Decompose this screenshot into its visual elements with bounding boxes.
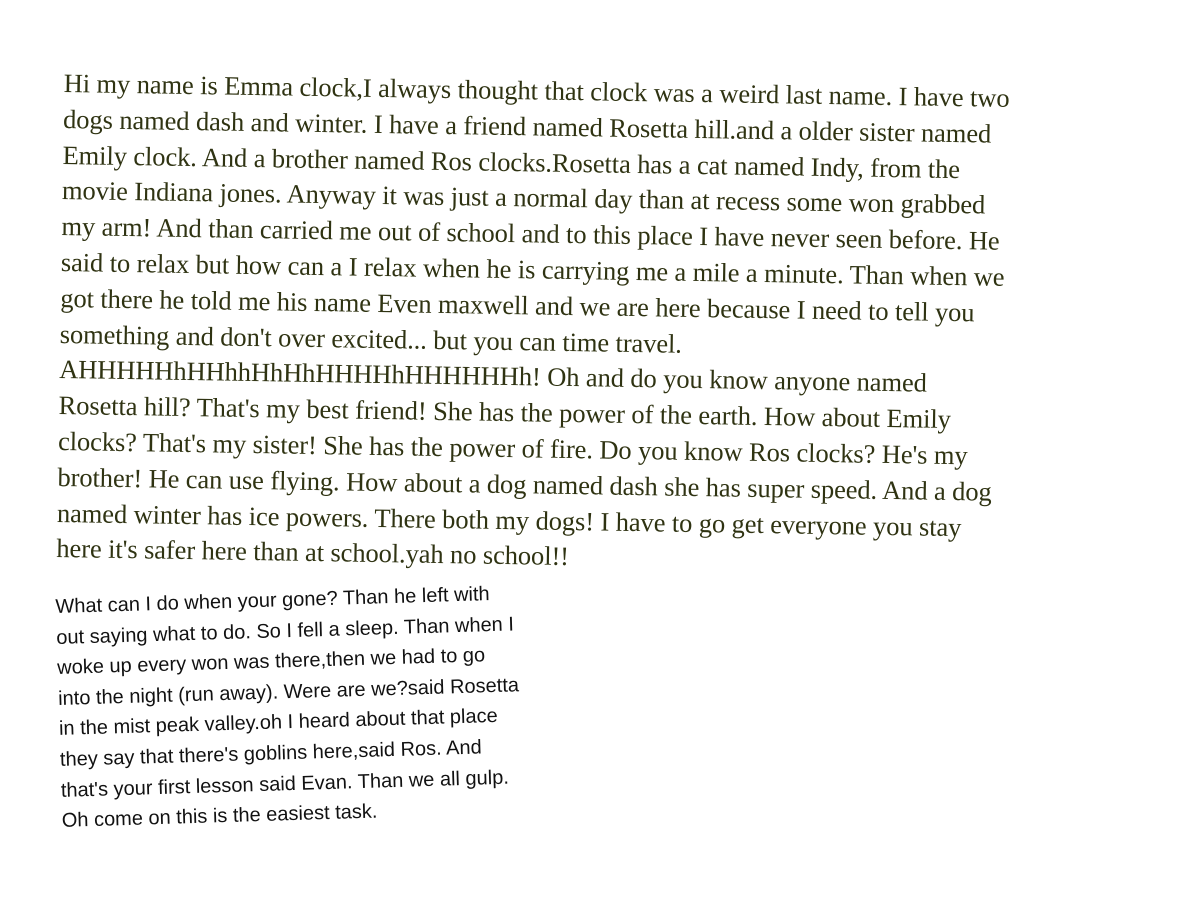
story-line: Hi my name is Emma clock,I always thought that clock was a weird last name. I have two — [63, 67, 1010, 113]
story-line: What can I do when your gone? Than he left with — [55, 583, 490, 618]
story-line: Rosetta hill? That's my best friend! She has the power of the earth. How about Emily — [58, 390, 952, 435]
story-paragraph-serif — [56, 66, 1164, 584]
story-line: my arm! And than carried me out of school and to this place I have never seen before. He — [61, 211, 1000, 256]
story-line: they say that there's goblins here,said Ros. And — [59, 736, 482, 771]
story-line: that's your first lesson said Evan. Than we all gulp. — [60, 766, 510, 802]
story-line: dogs named dash and winter. I have a friend named Rosetta hill.and a older sister named — [62, 103, 992, 149]
story-line: said to relax but how can a I relax when he is carrying me a mile a minute. Than when we — [60, 246, 1005, 292]
story-line: named winter has ice powers. There both my dogs! I have to go get everyone you stay — [56, 497, 962, 542]
story-line: in the mist peak valley.oh I heard about that place — [58, 705, 499, 741]
story-line: into the night (run away). Were are we?said Rosetta — [57, 674, 520, 710]
story-line: something and don't over excited... but you can time travel. — [59, 318, 683, 359]
story-paragraph-sans — [55, 575, 642, 837]
story-line: woke up every won was there,then we had to go — [56, 644, 486, 680]
story-line: Emily clock. And a brother named Ros clocks.Rosetta has a cat named Indy, from the — [62, 139, 961, 184]
story-line: out saying what to do. So I fell a sleep. Than when I — [56, 613, 515, 649]
story-line: got there he told me his name Even maxwell and we are here because I need to tell you — [60, 282, 975, 328]
story-line: AHHHHHhHHhhHhHhHHHHhHHHHHHh! Oh and do you know anyone named — [58, 354, 928, 398]
story-line: brother! He can use flying. How about a dog named dash she has super speed. And a dog — [57, 461, 992, 507]
story-line: movie Indiana jones. Anyway it was just a normal day than at recess some won grabbed — [61, 175, 986, 220]
story-line: here it's safer here than at school.yah no school!! — [56, 533, 570, 572]
story-line: clocks? That's my sister! She has the power of fire. Do you know Ros clocks? He's my — [57, 425, 968, 471]
story-line: Oh come on this is the easiest task. — [61, 800, 378, 833]
